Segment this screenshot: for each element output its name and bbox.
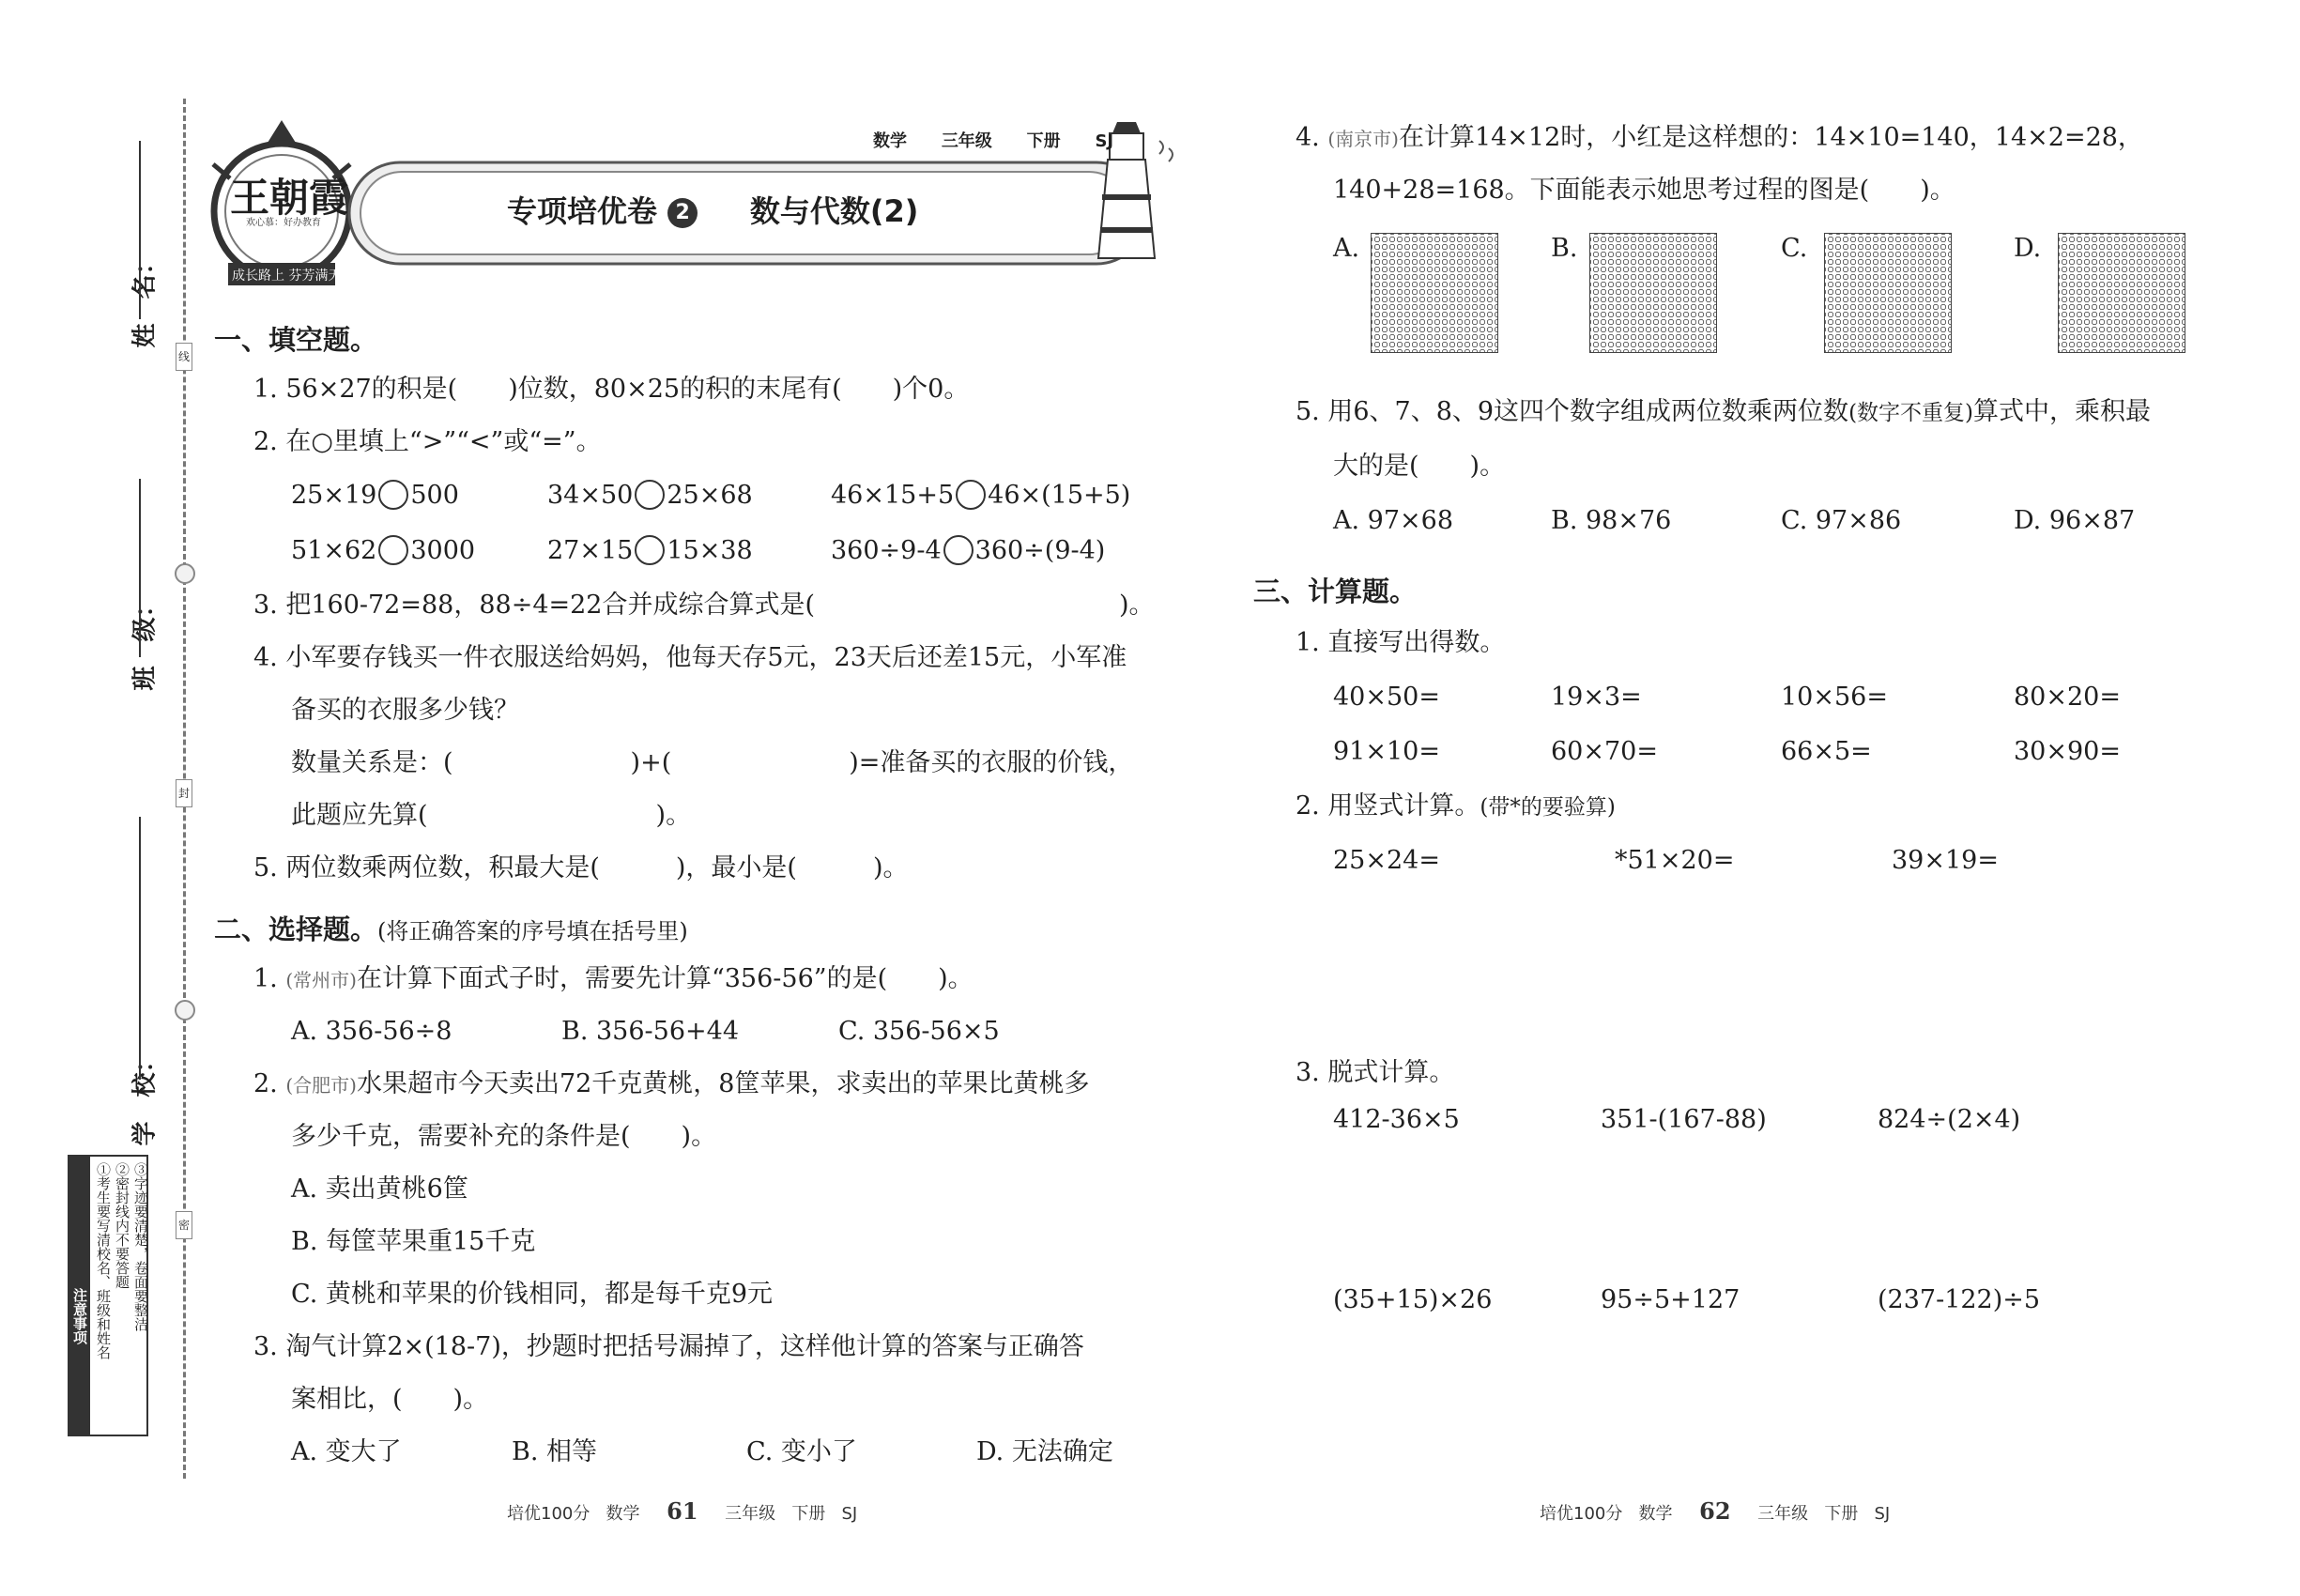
meta-subject: 数学	[873, 131, 907, 151]
compare-item: 51×62 3000	[291, 536, 476, 565]
choice-option: D. 无法确定	[976, 1437, 1113, 1466]
section3-title: 三、计算题。	[1253, 575, 1418, 607]
stepwise-calc-item: (35+15)×26	[1333, 1285, 1493, 1314]
oral-calc-item: 19×3=	[1551, 683, 1642, 712]
dot-array-figure-d	[2058, 233, 2185, 353]
clip-icon	[175, 1000, 195, 1021]
class-underline	[139, 479, 141, 657]
choice-q4-line1: 4. (南京市)在计算14×12时，小红是这样想的：14×10=140，14×2=28，	[1296, 123, 2143, 152]
choice-option: C. 变小了	[746, 1437, 857, 1466]
vertical-calc-item: *51×20=	[1615, 846, 1735, 875]
oral-calc-item: 30×90=	[2014, 737, 2121, 766]
region-tag: (常州市)	[285, 969, 357, 991]
page-number: 62	[1699, 1497, 1731, 1525]
calc-q2: 2. 用竖式计算。(带*的要验算)	[1296, 791, 1616, 821]
notice-head	[69, 1157, 90, 1435]
oral-calc-item: 10×56=	[1781, 683, 1888, 712]
choice-q1: 1. (常州市)在计算下面式子时，需要先计算“356-56”的是( )。	[253, 964, 974, 993]
fill-q4-line4: 此题应先算( )。	[291, 801, 692, 830]
oral-calc-item: 91×10=	[1333, 737, 1440, 766]
school-underline	[139, 817, 141, 1080]
choice-q5-line1: 5. 用6、7、8、9这四个数字组成两位数乘两位数(数字不重复)算式中，乘积最	[1296, 397, 2152, 426]
section2-note: (将正确答案的序号填在括号里)	[377, 918, 688, 944]
meta-volume: 下册	[1026, 131, 1061, 151]
choice-option: A. 卖出黄桃6筐	[291, 1174, 468, 1204]
dot-array-figure-b	[1589, 233, 1717, 353]
stepwise-calc-item: 824÷(2×4)	[1878, 1105, 2021, 1134]
fill-q2: 2. 在○里填上“>”“<”或“=”。	[253, 427, 602, 456]
dot-figure-label: B.	[1551, 234, 1578, 263]
header-meta	[873, 128, 1113, 152]
answer-circle[interactable]	[635, 480, 665, 510]
oral-calc-item: 80×20=	[2014, 683, 2121, 712]
choice-q3-line1: 3. 淘气计算2×(18-7)，抄题时把括号漏掉了，这样他计算的答案与正确答	[253, 1332, 1084, 1361]
dot-figure-label: A.	[1333, 234, 1360, 263]
title-right: 数与代数(2)	[749, 193, 919, 229]
choice-option: C. 黄桃和苹果的价钱相同，都是每千克9元	[291, 1280, 774, 1309]
brand-tag: 成长路上 芬芳满天	[232, 269, 342, 284]
choice-q3-line2: 案相比，( )。	[291, 1385, 489, 1414]
stepwise-calc-item: 412-36×5	[1333, 1105, 1460, 1134]
choice-option: C. 97×86	[1781, 506, 1902, 535]
name-underline	[139, 141, 141, 319]
school-label: 学 校：	[130, 1048, 160, 1146]
choice-option: B. 每筐苹果重15千克	[291, 1227, 536, 1256]
fill-q3: 3. 把160-72=88，88÷4=22合并成综合算式是( )。	[253, 591, 1155, 620]
choice-option: B. 98×76	[1551, 506, 1672, 535]
meta-grade: 三年级	[941, 131, 992, 151]
compare-item: 360÷9-4 360÷(9-4)	[831, 536, 1106, 565]
left-footer: 培优100分 数学 61 三年级 下册 SJ	[507, 1497, 858, 1525]
fill-q4-line3: 数量关系是：( )+( )=准备买的衣服的价钱，	[291, 748, 1134, 777]
section2-title-row	[214, 909, 688, 947]
seal-tag-seal: 封	[176, 779, 192, 807]
choice-option: A. 97×68	[1333, 506, 1453, 535]
choice-q2: 2. (合肥市)水果超市今天卖出72千克黄桃，8筐苹果，求卖出的苹果比黄桃多	[253, 1069, 1090, 1098]
page-number: 61	[667, 1497, 698, 1525]
calc-q1: 1. 直接写出得数。	[1296, 628, 1506, 657]
brand-sub: 欢心慕：好办教育	[246, 218, 321, 228]
title-number-badge: 2	[667, 198, 698, 228]
answer-circle[interactable]	[943, 535, 974, 565]
dot-figure-label: C.	[1781, 234, 1808, 263]
stepwise-calc-item: (237-122)÷5	[1878, 1285, 2041, 1314]
choice-option: B. 相等	[512, 1437, 598, 1466]
fill-q1: 1. 56×27的积是( )位数，80×25的积的末尾有( )个0。	[253, 375, 970, 404]
vertical-calc-item: 25×24=	[1333, 846, 1440, 875]
choice-option: A. 356-56÷8	[291, 1017, 452, 1046]
title-left: 专项培优卷	[507, 193, 658, 229]
region-tag: (合肥市)	[285, 1074, 357, 1097]
answer-circle[interactable]	[956, 480, 986, 510]
oral-calc-item: 66×5=	[1781, 737, 1872, 766]
oral-calc-item: 40×50=	[1333, 683, 1440, 712]
choice-q4-line2: 140+28=168。下面能表示她思考过程的图是( )。	[1333, 176, 1955, 205]
notice-title: 注意事项	[71, 1288, 88, 1344]
class-label: 班 级：	[130, 592, 160, 691]
notice-item: ③字迹要清楚，卷面要整洁	[132, 1162, 149, 1331]
compare-item: 34×50 25×68	[547, 481, 753, 510]
choice-option: D. 96×87	[2014, 506, 2136, 535]
notice-box	[68, 1155, 148, 1436]
compare-item: 25×19 500	[291, 481, 459, 510]
answer-circle[interactable]	[378, 480, 408, 510]
choice-option: B. 356-56+44	[561, 1017, 739, 1046]
vertical-calc-item: 39×19=	[1892, 846, 1999, 875]
stepwise-calc-item: 351-(167-88)	[1601, 1105, 1767, 1134]
choice-q5-line2: 大的是( )。	[1333, 452, 1506, 481]
fill-q5: 5. 两位数乘两位数，积最大是( )，最小是( )。	[253, 853, 909, 882]
answer-circle[interactable]	[378, 535, 408, 565]
dot-array-figure-a	[1371, 233, 1498, 353]
name-label: 姓 名：	[130, 250, 160, 348]
clip-icon	[175, 563, 195, 584]
page-title	[507, 188, 918, 231]
answer-circle[interactable]	[635, 535, 665, 565]
compare-item: 46×15+5 46×(15+5)	[831, 481, 1131, 510]
notice-item: ②密封线内不要答题	[114, 1162, 130, 1289]
seal-tag-line: 线	[176, 343, 192, 371]
oral-calc-item: 60×70=	[1551, 737, 1658, 766]
calc-q3: 3. 脱式计算。	[1296, 1058, 1455, 1087]
fill-q4-line2: 备买的衣服多少钱？	[291, 696, 519, 725]
section2-title: 二、选择题。	[214, 913, 378, 945]
right-footer: 培优100分 数学 62 三年级 下册 SJ	[1540, 1497, 1891, 1525]
choice-option: A. 变大了	[291, 1437, 402, 1466]
region-tag: (南京市)	[1327, 128, 1399, 150]
meta-edition: SJ	[1095, 131, 1114, 151]
section1-title: 一、填空题。	[214, 324, 378, 356]
brand-name: 王朝霞	[230, 175, 349, 221]
choice-option: C. 356-56×5	[838, 1017, 1000, 1046]
choice-q2-line2: 多少千克，需要补充的条件是( )。	[291, 1122, 717, 1151]
fill-q4-line1: 4. 小军要存钱买一件衣服送给妈妈，他每天存5元，23天后还差15元，小军准	[253, 643, 1127, 672]
compare-item: 27×15 15×38	[547, 536, 753, 565]
dot-array-figure-c	[1824, 233, 1952, 353]
notice-item: ①考生要写清校名、班级和姓名	[95, 1162, 112, 1359]
seal-tag-close: 密	[176, 1211, 192, 1239]
dot-figure-label: D.	[2014, 234, 2042, 263]
stepwise-calc-item: 95÷5+127	[1601, 1285, 1740, 1314]
